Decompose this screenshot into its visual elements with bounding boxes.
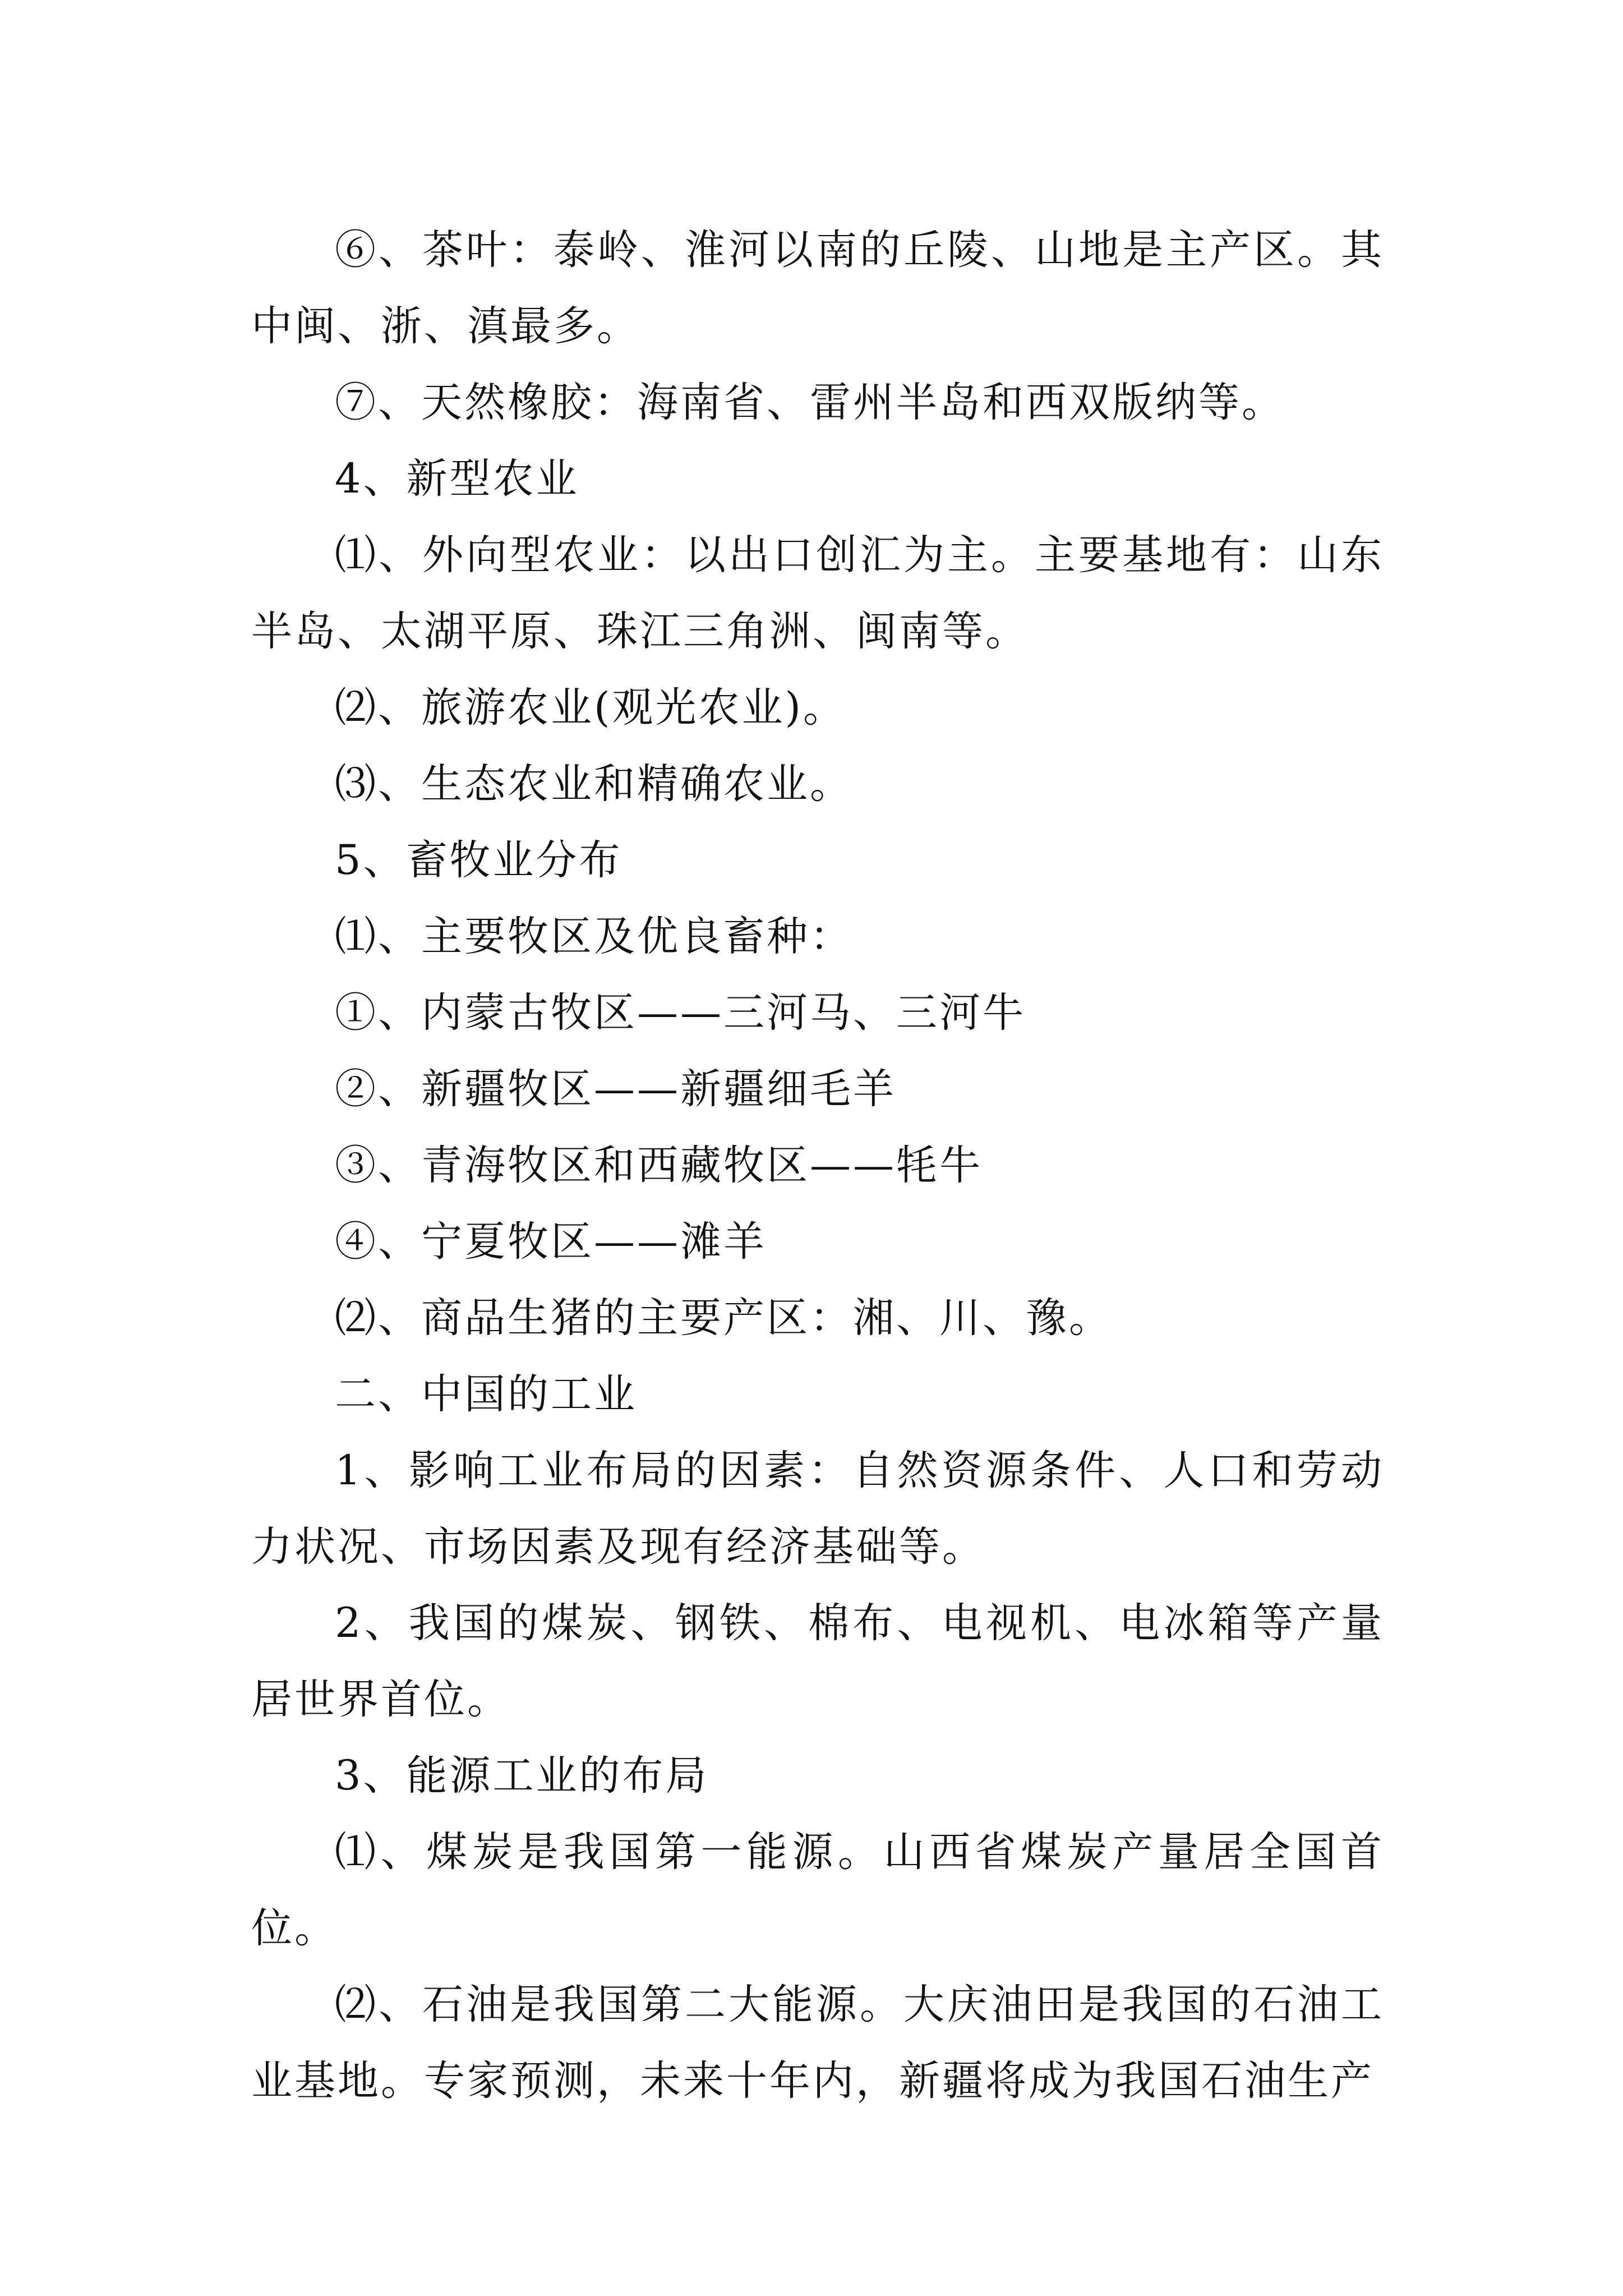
heading-livestock: 5、畜牧业分布 <box>335 836 623 884</box>
paragraph-industry-factors: 1、影响工业布局的因素：自然资源条件、人口和劳动力状况、市场因素及现有经济基础等。 <box>251 1447 1384 1571</box>
paragraph-rubber: ⑦、天然橡胶：海南省、雷州半岛和西双版纳等。 <box>335 379 1285 426</box>
paragraph-output-ranking: 2、我国的煤炭、钢铁、棉布、电视机、电冰箱等产量居世界首位。 <box>251 1599 1384 1723</box>
heading-new-agriculture: 4、新型农业 <box>335 455 579 503</box>
paragraph-eco-agriculture: ⑶、生态农业和精确农业。 <box>335 760 853 808</box>
list-item-xinjiang: ②、新疆牧区——新疆细毛羊 <box>335 1065 896 1113</box>
paragraph-coal: ⑴、煤炭是我国第一能源。山西省煤炭产量居全国首位。 <box>251 1828 1384 1952</box>
paragraph-pastoral-areas: ⑴、主要牧区及优良畜种： <box>335 913 853 960</box>
paragraph-tea: ⑥、茶叶：泰岭、淮河以南的丘陵、山地是主产区。其中闽、浙、滇最多。 <box>251 226 1384 350</box>
list-item-ningxia: ④、宁夏牧区——滩羊 <box>335 1218 767 1266</box>
list-item-qinghai-tibet: ③、青海牧区和西藏牧区——牦牛 <box>335 1142 983 1189</box>
heading-china-industry: 二、中国的工业 <box>335 1370 637 1418</box>
paragraph-export-agriculture: ⑴、外向型农业：以出口创汇为主。主要基地有：山东半岛、太湖平原、珠江三角洲、闽南等。 <box>251 531 1384 655</box>
paragraph-oil: ⑵、石油是我国第二大能源。大庆油田是我国的石油工业基地。专家预测，未来十年内，新疆将成为我国石油生产 <box>251 1981 1384 2105</box>
paragraph-pig-production: ⑵、商品生猪的主要产区：湘、川、豫。 <box>335 1294 1112 1342</box>
list-item-inner-mongolia: ①、内蒙古牧区——三河马、三河牛 <box>335 989 1026 1037</box>
document-body <box>251 212 1384 2119</box>
paragraph-tourism-agriculture: ⑵、旅游农业(观光农业)。 <box>335 684 846 731</box>
heading-energy-industry: 3、能源工业的布局 <box>335 1752 709 1800</box>
